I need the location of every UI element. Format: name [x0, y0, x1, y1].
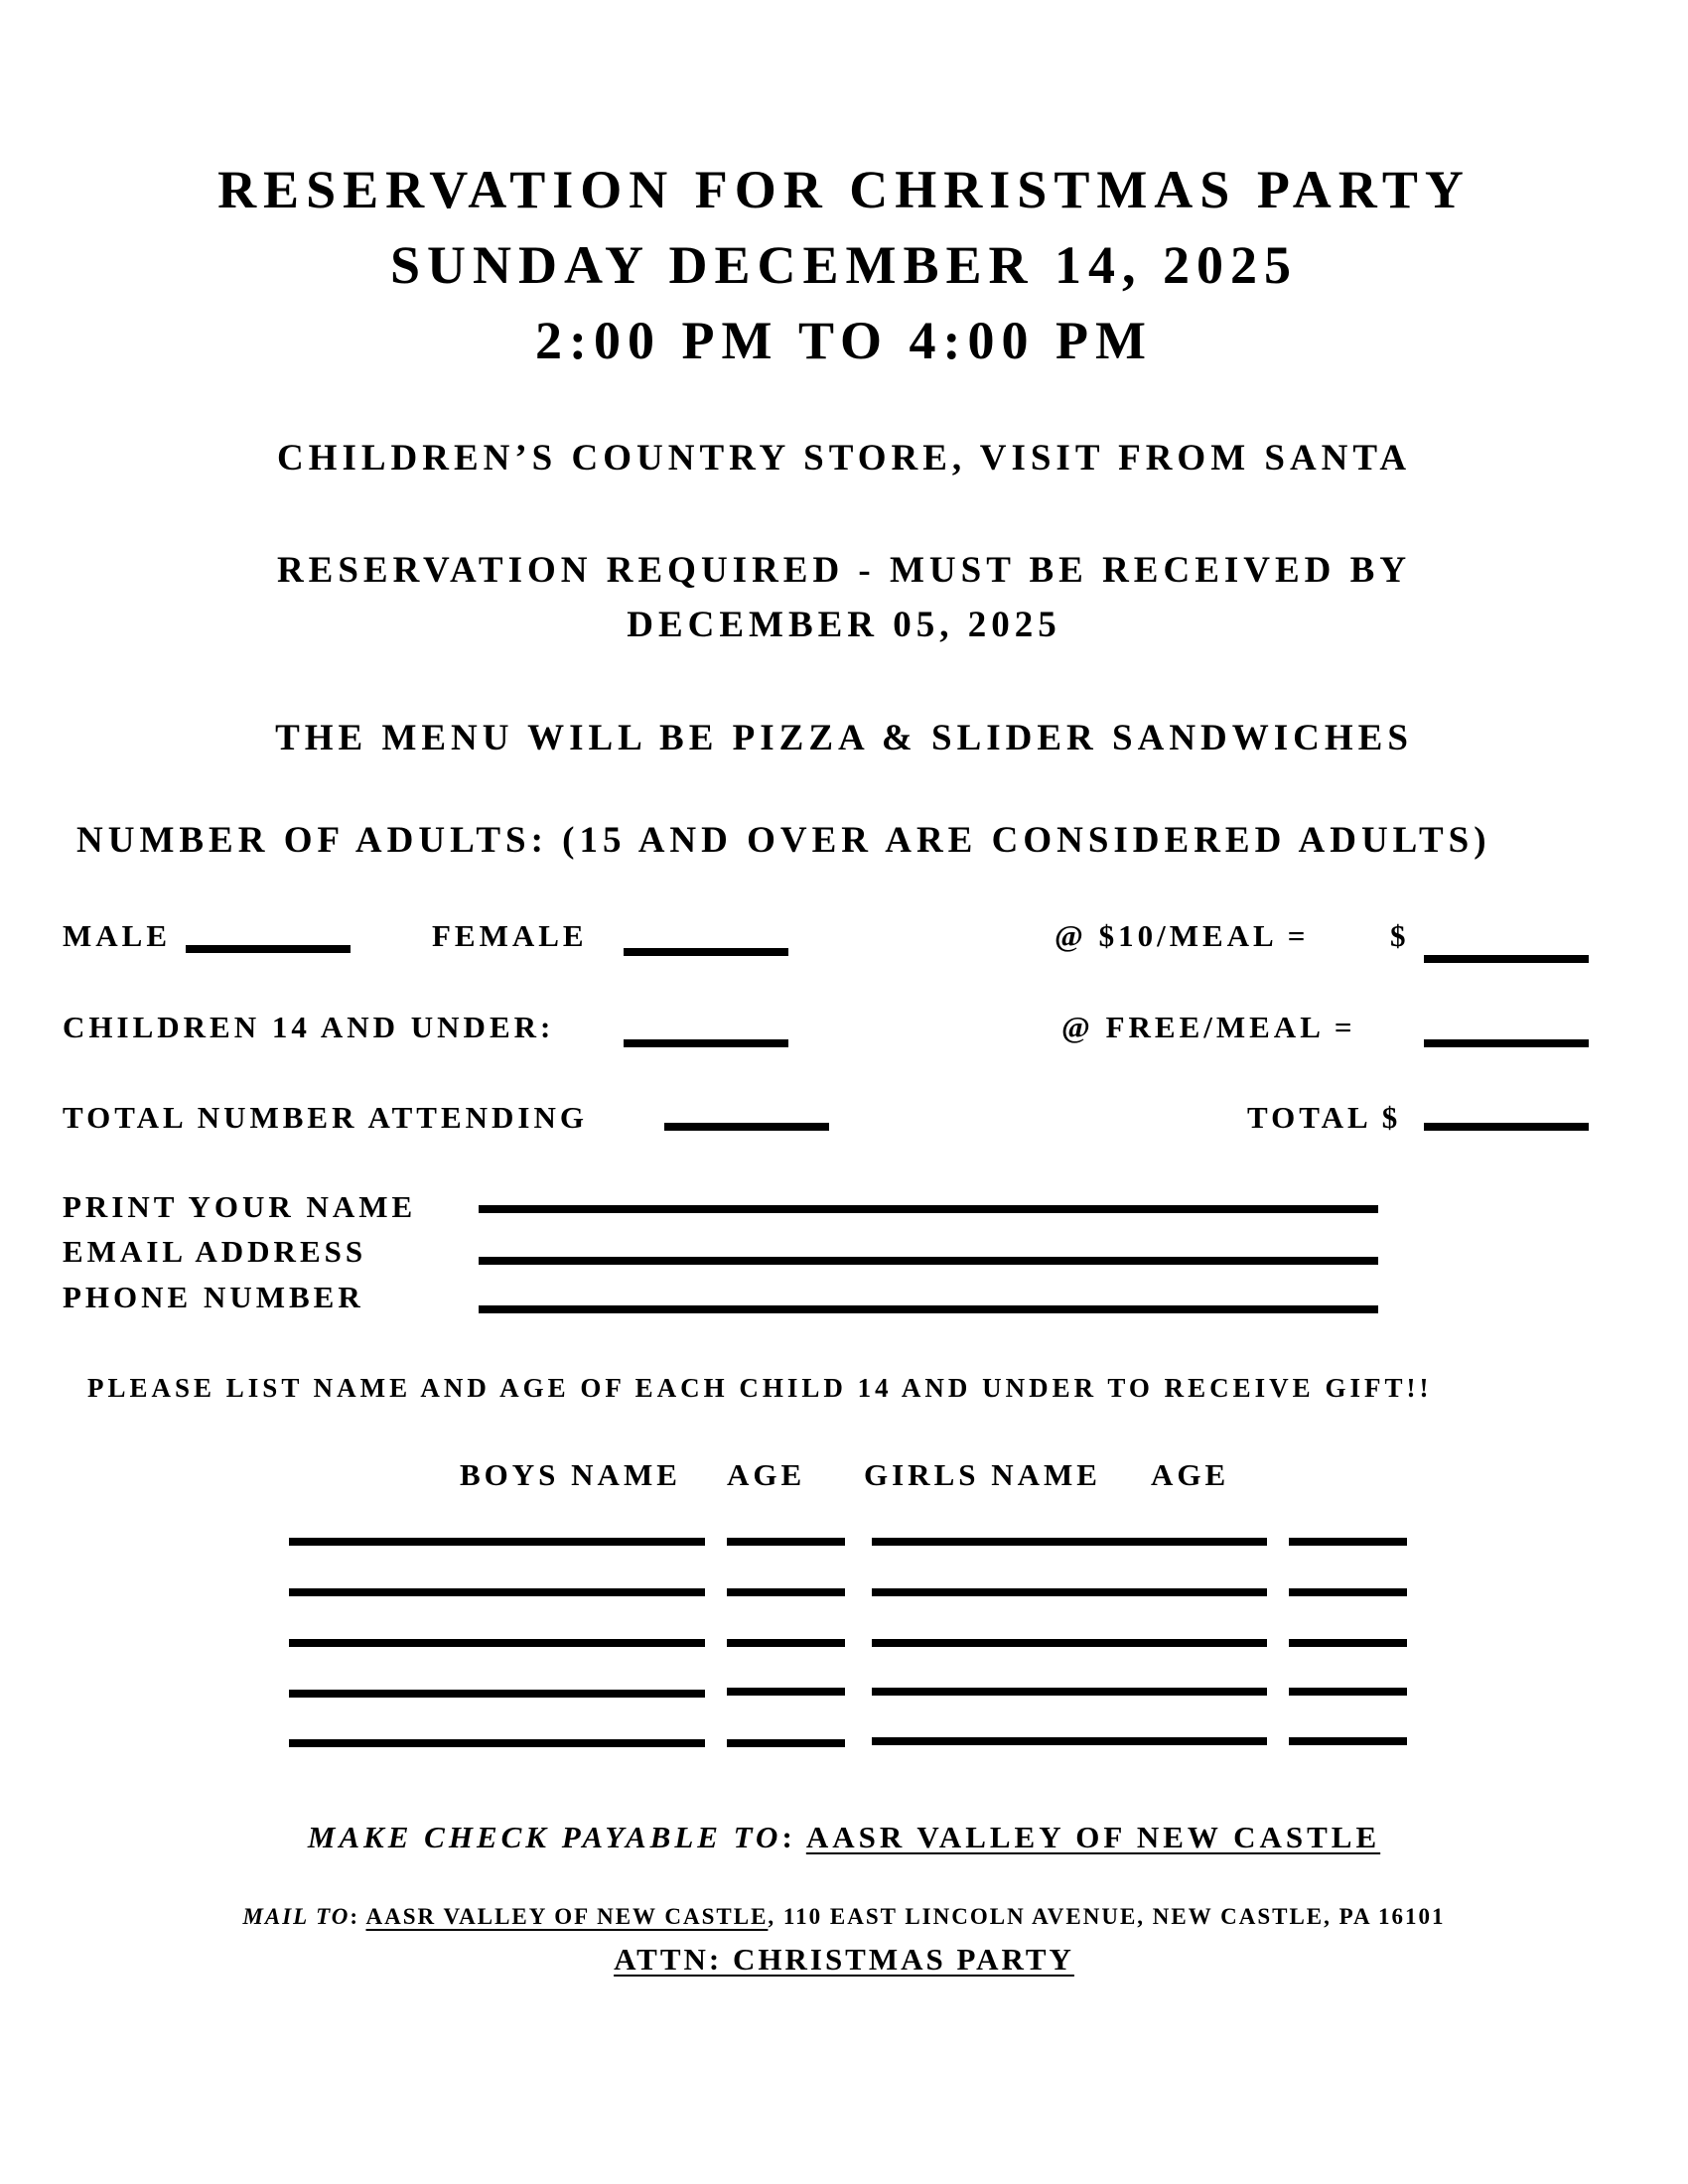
- children-label: CHILDREN 14 AND UNDER:: [63, 1010, 555, 1044]
- female-label: FEMALE: [432, 918, 588, 953]
- girl-age-field[interactable]: [1289, 1737, 1407, 1745]
- adult-cost-field[interactable]: [1424, 955, 1589, 963]
- boy-name-field[interactable]: [289, 1639, 705, 1647]
- boys-age-header: AGE: [727, 1457, 806, 1492]
- boy-name-field[interactable]: [289, 1690, 705, 1698]
- name-field[interactable]: [479, 1205, 1378, 1213]
- mail-label: MAIL TO: [242, 1904, 351, 1929]
- boy-age-field[interactable]: [727, 1538, 845, 1546]
- phone-label: PHONE NUMBER: [63, 1280, 364, 1314]
- deadline-line-1: RESERVATION REQUIRED - MUST BE RECEIVED BY: [276, 550, 1412, 591]
- mail-address: , 110 EAST LINCOLN AVENUE, NEW CASTLE, PA 16101: [768, 1904, 1446, 1929]
- attn-line: ATTN: CHRISTMAS PARTY: [614, 1942, 1074, 1977]
- adult-price-label: @ $10/MEAL =: [1055, 918, 1310, 953]
- female-count-field[interactable]: [624, 948, 788, 956]
- boy-age-field[interactable]: [727, 1639, 845, 1647]
- boy-age-field[interactable]: [727, 1688, 845, 1696]
- check-label: MAKE CHECK PAYABLE TO: [307, 1820, 782, 1854]
- phone-field[interactable]: [479, 1305, 1378, 1313]
- adults-heading: NUMBER OF ADULTS: (15 AND OVER ARE CONSIDERED ADULTS): [76, 820, 1491, 861]
- boy-name-field[interactable]: [289, 1588, 705, 1596]
- page-title: RESERVATION FOR CHRISTMAS PARTY: [217, 160, 1471, 219]
- boy-age-field[interactable]: [727, 1739, 845, 1747]
- girl-age-field[interactable]: [1289, 1588, 1407, 1596]
- girl-name-field[interactable]: [872, 1639, 1267, 1647]
- girl-name-field[interactable]: [872, 1688, 1267, 1696]
- girl-age-field[interactable]: [1289, 1688, 1407, 1696]
- mail-to-line: MAIL TO: AASR VALLEY OF NEW CASTLE, 110 EAST LINCOLN AVENUE, NEW CASTLE, PA 16101: [242, 1904, 1446, 1929]
- total-cost-field[interactable]: [1424, 1123, 1589, 1131]
- name-label: PRINT YOUR NAME: [63, 1189, 417, 1224]
- total-cost-label: TOTAL $: [1247, 1100, 1402, 1135]
- email-label: EMAIL ADDRESS: [63, 1234, 367, 1269]
- child-price-label: @ FREE/MEAL =: [1061, 1010, 1356, 1044]
- male-label: MALE: [63, 918, 171, 953]
- girl-age-field[interactable]: [1289, 1538, 1407, 1546]
- girl-name-field[interactable]: [872, 1538, 1267, 1546]
- male-count-field[interactable]: [186, 945, 351, 953]
- girl-age-field[interactable]: [1289, 1639, 1407, 1647]
- children-instruction: PLEASE LIST NAME AND AGE OF EACH CHILD 14 AND UNDER TO RECEIVE GIFT!!: [87, 1373, 1433, 1403]
- child-cost-field[interactable]: [1424, 1039, 1589, 1047]
- dollar-sign: $: [1390, 918, 1410, 953]
- menu-text: THE MENU WILL BE PIZZA & SLIDER SANDWICHES: [275, 718, 1413, 758]
- deadline-line-2: DECEMBER 05, 2025: [627, 605, 1061, 645]
- event-time: 2:00 PM TO 4:00 PM: [535, 311, 1153, 370]
- girls-age-header: AGE: [1151, 1457, 1230, 1492]
- email-field[interactable]: [479, 1257, 1378, 1265]
- total-attending-label: TOTAL NUMBER ATTENDING: [63, 1100, 588, 1135]
- event-activities: CHILDREN’S COUNTRY STORE, VISIT FROM SANTA: [276, 438, 1412, 478]
- boy-name-field[interactable]: [289, 1538, 705, 1546]
- event-date: SUNDAY DECEMBER 14, 2025: [389, 235, 1299, 295]
- check-payable-line: MAKE CHECK PAYABLE TO: AASR VALLEY OF NEW CASTLE: [307, 1820, 1381, 1854]
- children-count-field[interactable]: [624, 1039, 788, 1047]
- boy-age-field[interactable]: [727, 1588, 845, 1596]
- payee: AASR VALLEY OF NEW CASTLE: [805, 1820, 1381, 1854]
- girls-name-header: GIRLS NAME: [864, 1457, 1101, 1492]
- mail-org: AASR VALLEY OF NEW CASTLE: [365, 1904, 769, 1929]
- girl-name-field[interactable]: [872, 1588, 1267, 1596]
- total-attending-field[interactable]: [664, 1123, 829, 1131]
- boys-name-header: BOYS NAME: [460, 1457, 681, 1492]
- boy-name-field[interactable]: [289, 1739, 705, 1747]
- girl-name-field[interactable]: [872, 1737, 1267, 1745]
